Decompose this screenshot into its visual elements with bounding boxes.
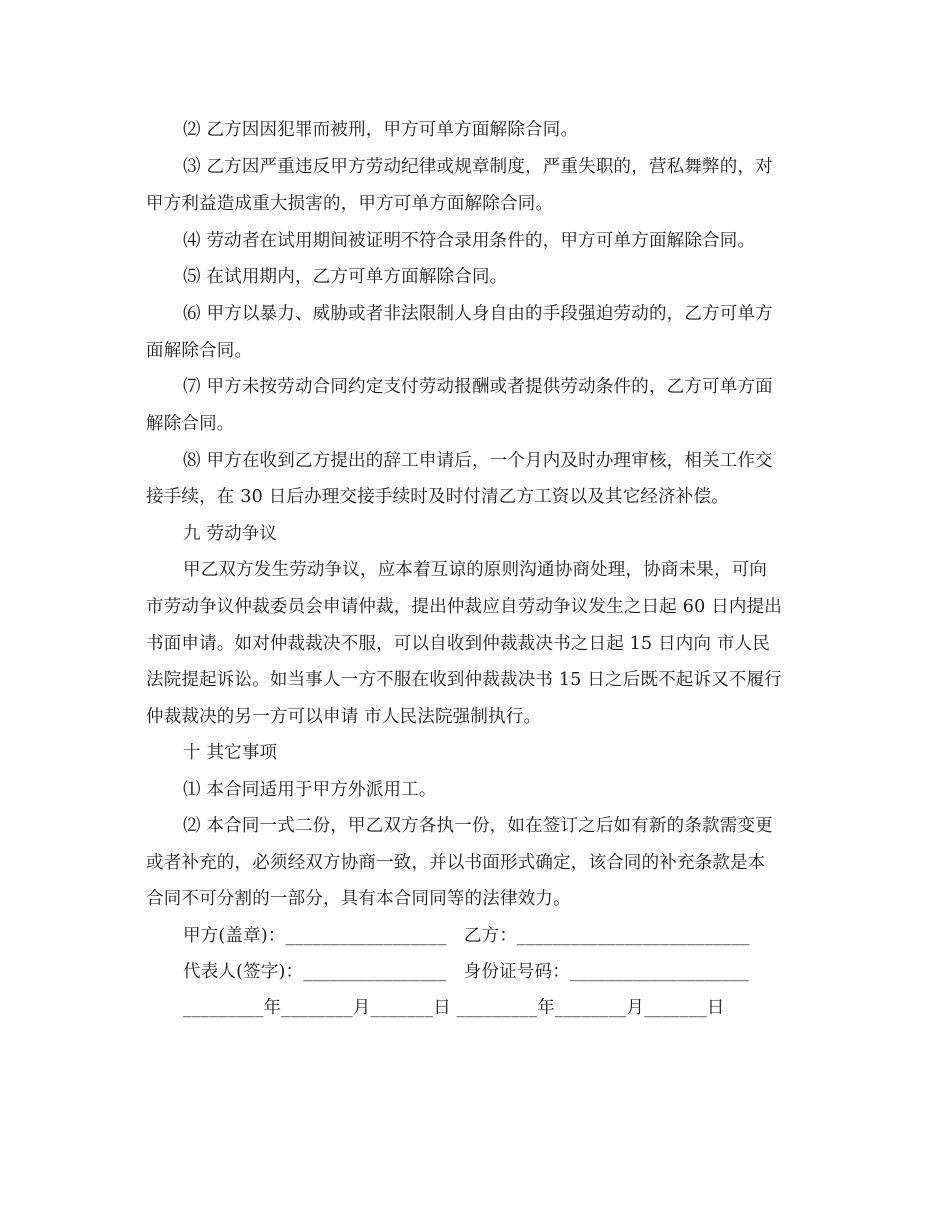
section-9-heading: 九 劳动争议 [183,524,278,544]
clause-8-5: ⑸ 在试用期内，乙方可单方面解除合同。 [183,267,508,287]
clause-10-2-line1: ⑵ 本合同一式二份，甲乙双方各执一份，如在签订之后如有新的条款需变更 [183,816,773,836]
clause-8-6-line2: 面解除合同。 [146,341,253,361]
section-9-line5: 仲裁裁决的另一方可以申请 市人民法院强制执行。 [146,707,542,727]
section-10-heading: 十 其它事项 [183,743,278,763]
clause-8-8-line2: 接手续，在 30 日后办理交接手续时及时付清乙方工资以及其它经济补偿。 [146,487,729,507]
clause-8-3-line2: 甲方利益造成重大损害的，甲方可单方面解除合同。 [146,194,554,214]
clause-8-3-line1: ⑶ 乙方因严重违反甲方劳动纪律或规章制度，严重失职的，营私舞弊的，对 [183,157,773,177]
signature-date-row: _________年________月_______日 _________年________月_______日 [183,998,725,1018]
clause-10-2-line2: 或者补充的，必须经双方协商一致，并以书面形式确定，该合同的补充条款是本 [146,853,766,873]
clause-8-6-line1: ⑹ 甲方以暴力、威胁或者非法限制人身自由的手段强迫劳动的，乙方可单方 [183,304,773,324]
section-9-line3: 书面申请。如对仲裁裁决不服，可以自收到仲裁裁决书之日起 15 日内向 市人民 [146,634,771,654]
clause-8-8-line1: ⑻ 甲方在收到乙方提出的辞工申请后，一个月内及时办理审核，相关工作交 [183,451,773,471]
section-9-line2: 市劳动争议仲裁委员会申请仲裁，提出仲裁应自劳动争议发生之日起 60 日内提出 [146,597,782,617]
clause-8-7-line1: ⑺ 甲方未按劳动合同约定支付劳动报酬或者提供劳动条件的，乙方可单方面 [183,377,773,397]
signature-representative-row: 代表人(签字)：________________ 身份证号码：____________________ [183,962,749,982]
clause-10-1: ⑴ 本合同适用于甲方外派用工。 [183,780,437,800]
clause-8-7-line2: 解除合同。 [146,414,235,434]
signature-party-row: 甲方(盖章)：__________________ 乙方：__________________________ [183,926,750,946]
clause-10-2-line3: 合同不可分割的一部分，具有本合同同等的法律效力。 [146,889,571,909]
section-9-line4: 法院提起诉讼。如当事人一方不服在收到仲裁裁决书 15 日之后既不起诉又不履行 [146,670,782,690]
section-9-line1: 甲乙双方发生劳动争议，应本着互谅的原则沟通协商处理，协商未果，可向 [183,560,768,580]
clause-8-4: ⑷ 劳动者在试用期间被证明不符合录用条件的，甲方可单方面解除合同。 [183,231,756,251]
clause-8-2: ⑵ 乙方因因犯罪而被刑，甲方可单方面解除合同。 [183,120,579,140]
